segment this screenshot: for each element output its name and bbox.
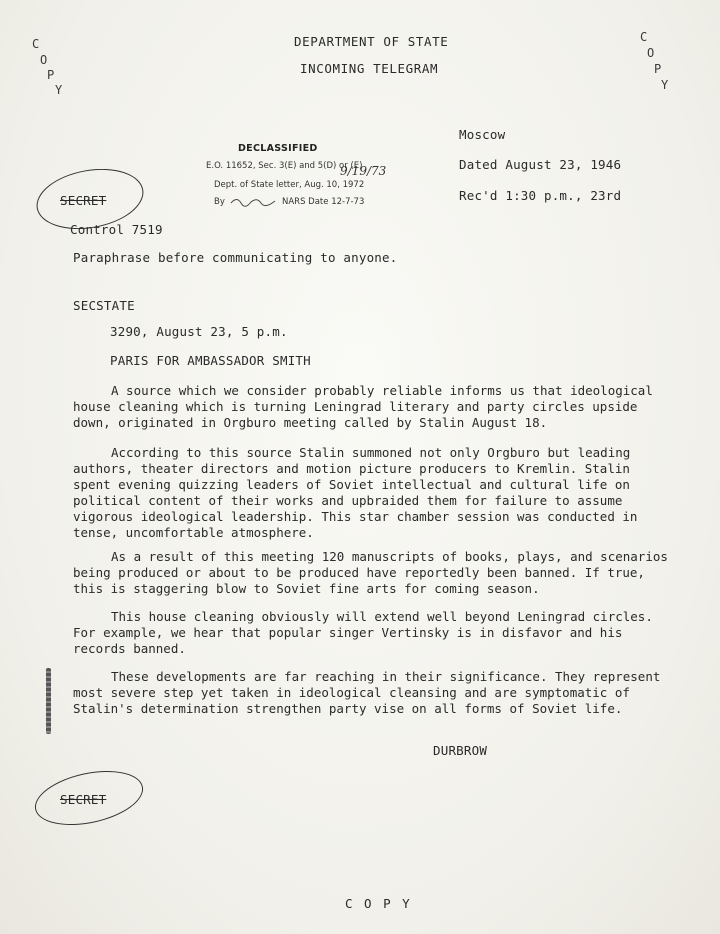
declassified-by: By — [214, 197, 225, 207]
paragraph-1: A source which we consider probably reliable informs us that ideological house cleaning which is turning Leningrad literary and party circles upside down, originated in Orgburo meeting called by Stalin August 18. — [73, 383, 653, 430]
declassified-authority: E.O. 11652, Sec. 3(E) and 5(D) or (E) — [206, 161, 363, 171]
copy-corner-left-o: O — [40, 53, 48, 67]
footer-copy: C O P Y — [345, 896, 412, 911]
addressee: SECSTATE — [73, 298, 135, 313]
origin-received: Rec'd 1:30 p.m., 23rd — [459, 188, 622, 203]
declassified-nars-date: NARS Date 12-7-73 — [282, 197, 365, 207]
declassified-initials-scribble — [229, 194, 277, 208]
declassified-letter: Dept. of State letter, Aug. 10, 1972 — [214, 180, 365, 190]
copy-corner-right-o: O — [647, 46, 655, 60]
paraphrase-instruction: Paraphrase before communicating to anyone. — [73, 250, 398, 265]
routing-line: PARIS FOR AMBASSADOR SMITH — [110, 353, 311, 368]
copy-corner-right-p: P — [654, 62, 662, 76]
declassified-title: DECLASSIFIED — [238, 143, 318, 154]
paragraph-3: As a result of this meeting 120 manuscripts of books, plays, and scenarios being produced or about to be produced have reportedly been banned. If true, this is staggering blow to Soviet fine arts for coming season. — [73, 549, 668, 596]
paragraph-2: According to this source Stalin summoned not only Orgburo but leading authors, theater directors and motion picture producers to Kremlin. Stalin spent evening quizzing leaders of Soviet intellectual and cultural life on political content of their works and upbraided them for failure to assume vigorous ideological leadership. This star chamber session was conducted in tense, uncomfortable atmosphere. — [73, 445, 638, 540]
copy-corner-left-p: P — [47, 68, 55, 82]
origin-dated: Dated August 23, 1946 — [459, 157, 622, 172]
classification-bottom: SECRET — [60, 792, 107, 807]
paragraph-5: These developments are far reaching in their significance. They represent most severe step yet taken in ideological cleansing and are symptomatic of Stalin's determination strengthen party vise on all forms of Soviet life. — [73, 669, 661, 716]
copy-corner-left-y: Y — [55, 83, 63, 97]
margin-pencil-mark — [46, 668, 51, 734]
copy-corner-right-y: Y — [661, 78, 669, 92]
classification-top: SECRET — [60, 193, 107, 208]
message-reference: 3290, August 23, 5 p.m. — [110, 324, 288, 339]
department-heading: DEPARTMENT OF STATE — [294, 34, 449, 49]
paragraph-4: This house cleaning obviously will extend well beyond Leningrad circles. For example, we hear that popular singer Vertinsky is in disfavor and his records banned. — [73, 609, 653, 656]
copy-corner-right-c: C — [640, 30, 648, 44]
declassified-handwritten-date: 9/19/73 — [340, 164, 387, 178]
copy-corner-left-c: C — [32, 37, 40, 51]
telegram-heading: INCOMING TELEGRAM — [300, 61, 439, 76]
signature: DURBROW — [433, 743, 488, 758]
origin-place: Moscow — [459, 127, 506, 142]
control-number: Control 7519 — [70, 222, 163, 237]
